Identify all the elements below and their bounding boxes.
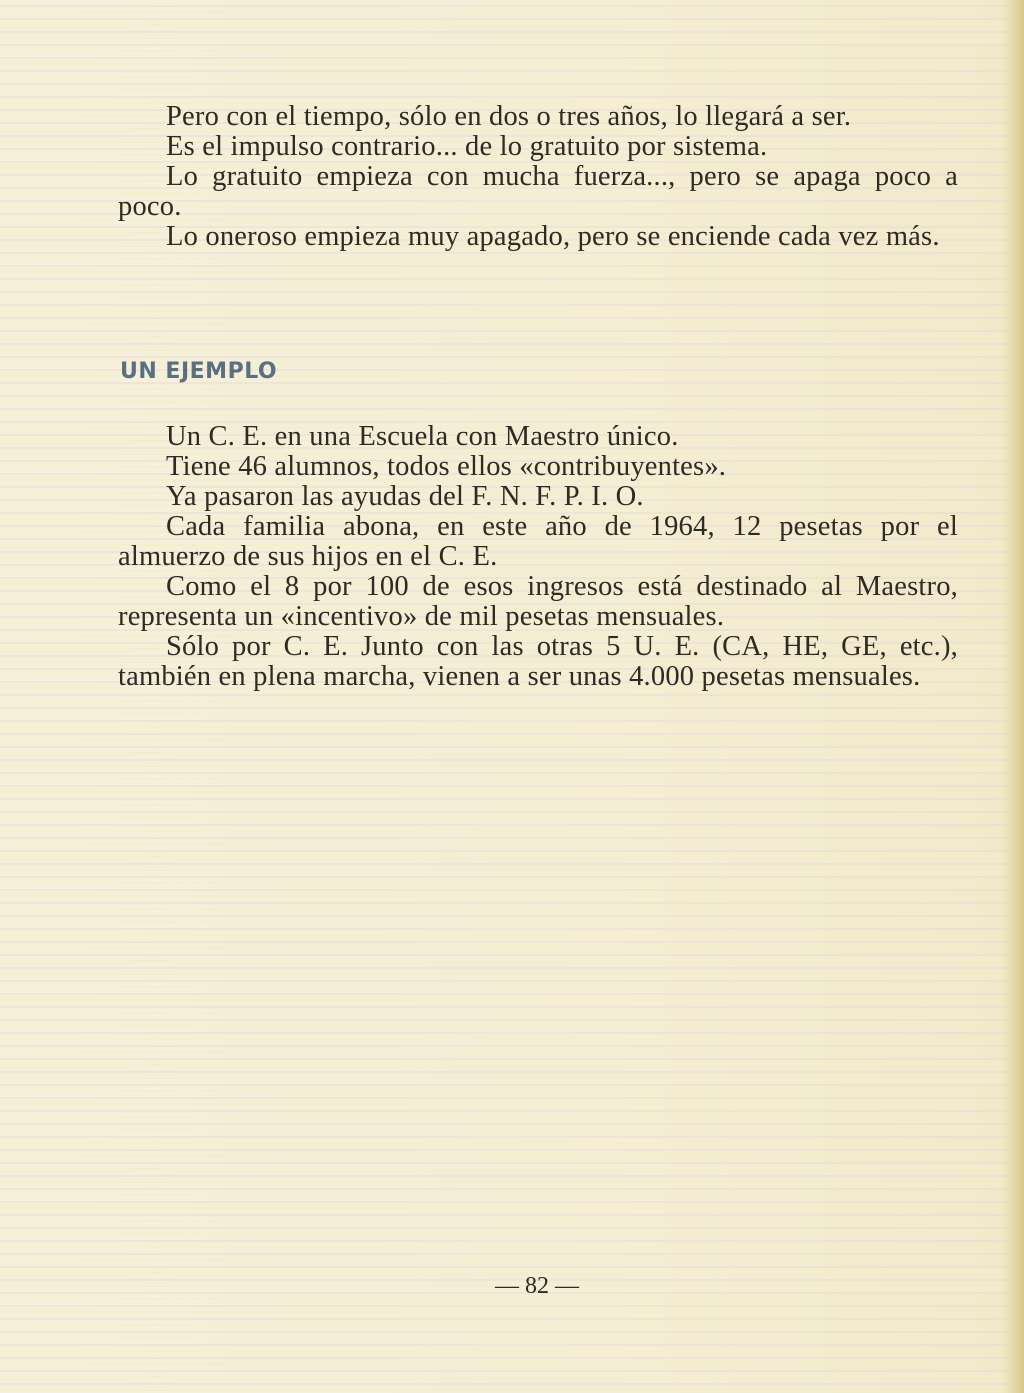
intro-text-block <box>118 102 958 252</box>
intro-paragraph: Es el impulso contrario... de lo gratuito por sistema. <box>166 131 768 162</box>
example-paragraph: Un C. E. en una Escuela con Maestro único. <box>166 421 679 452</box>
example-paragraph: Sólo por C. E. Junto con las otras 5 U. E. (CA, HE, GE, etc.), también en plena marcha, vienen a ser unas 4.000 pesetas mensuales. <box>118 631 958 692</box>
example-paragraph: Cada familia abona, en este año de 1964, 12 pesetas por el almuerzo de sus hijos en el C. E. <box>118 511 958 572</box>
example-text-block <box>118 422 958 692</box>
page-edge-shading <box>1002 0 1024 1393</box>
example-paragraph: Ya pasaron las ayudas del F. N. F. P. I. O. <box>166 481 644 512</box>
section-heading: UN EJEMPLO <box>120 359 278 384</box>
page-number: — 82 — <box>495 1273 579 1299</box>
example-paragraph: Como el 8 por 100 de esos ingresos está destinado al Maestro, representa un «incentivo» de mil pesetas mensuales. <box>118 571 958 632</box>
intro-paragraph: Lo gratuito empieza con mucha fuerza..., pero se apaga poco a poco. <box>118 161 958 222</box>
intro-paragraph: Pero con el tiempo, sólo en dos o tres años, lo llegará a ser. <box>166 101 852 132</box>
intro-paragraph: Lo oneroso empieza muy apagado, pero se enciende cada vez más. <box>166 221 940 252</box>
example-paragraph: Tiene 46 alumnos, todos ellos «contribuyentes». <box>166 451 727 482</box>
